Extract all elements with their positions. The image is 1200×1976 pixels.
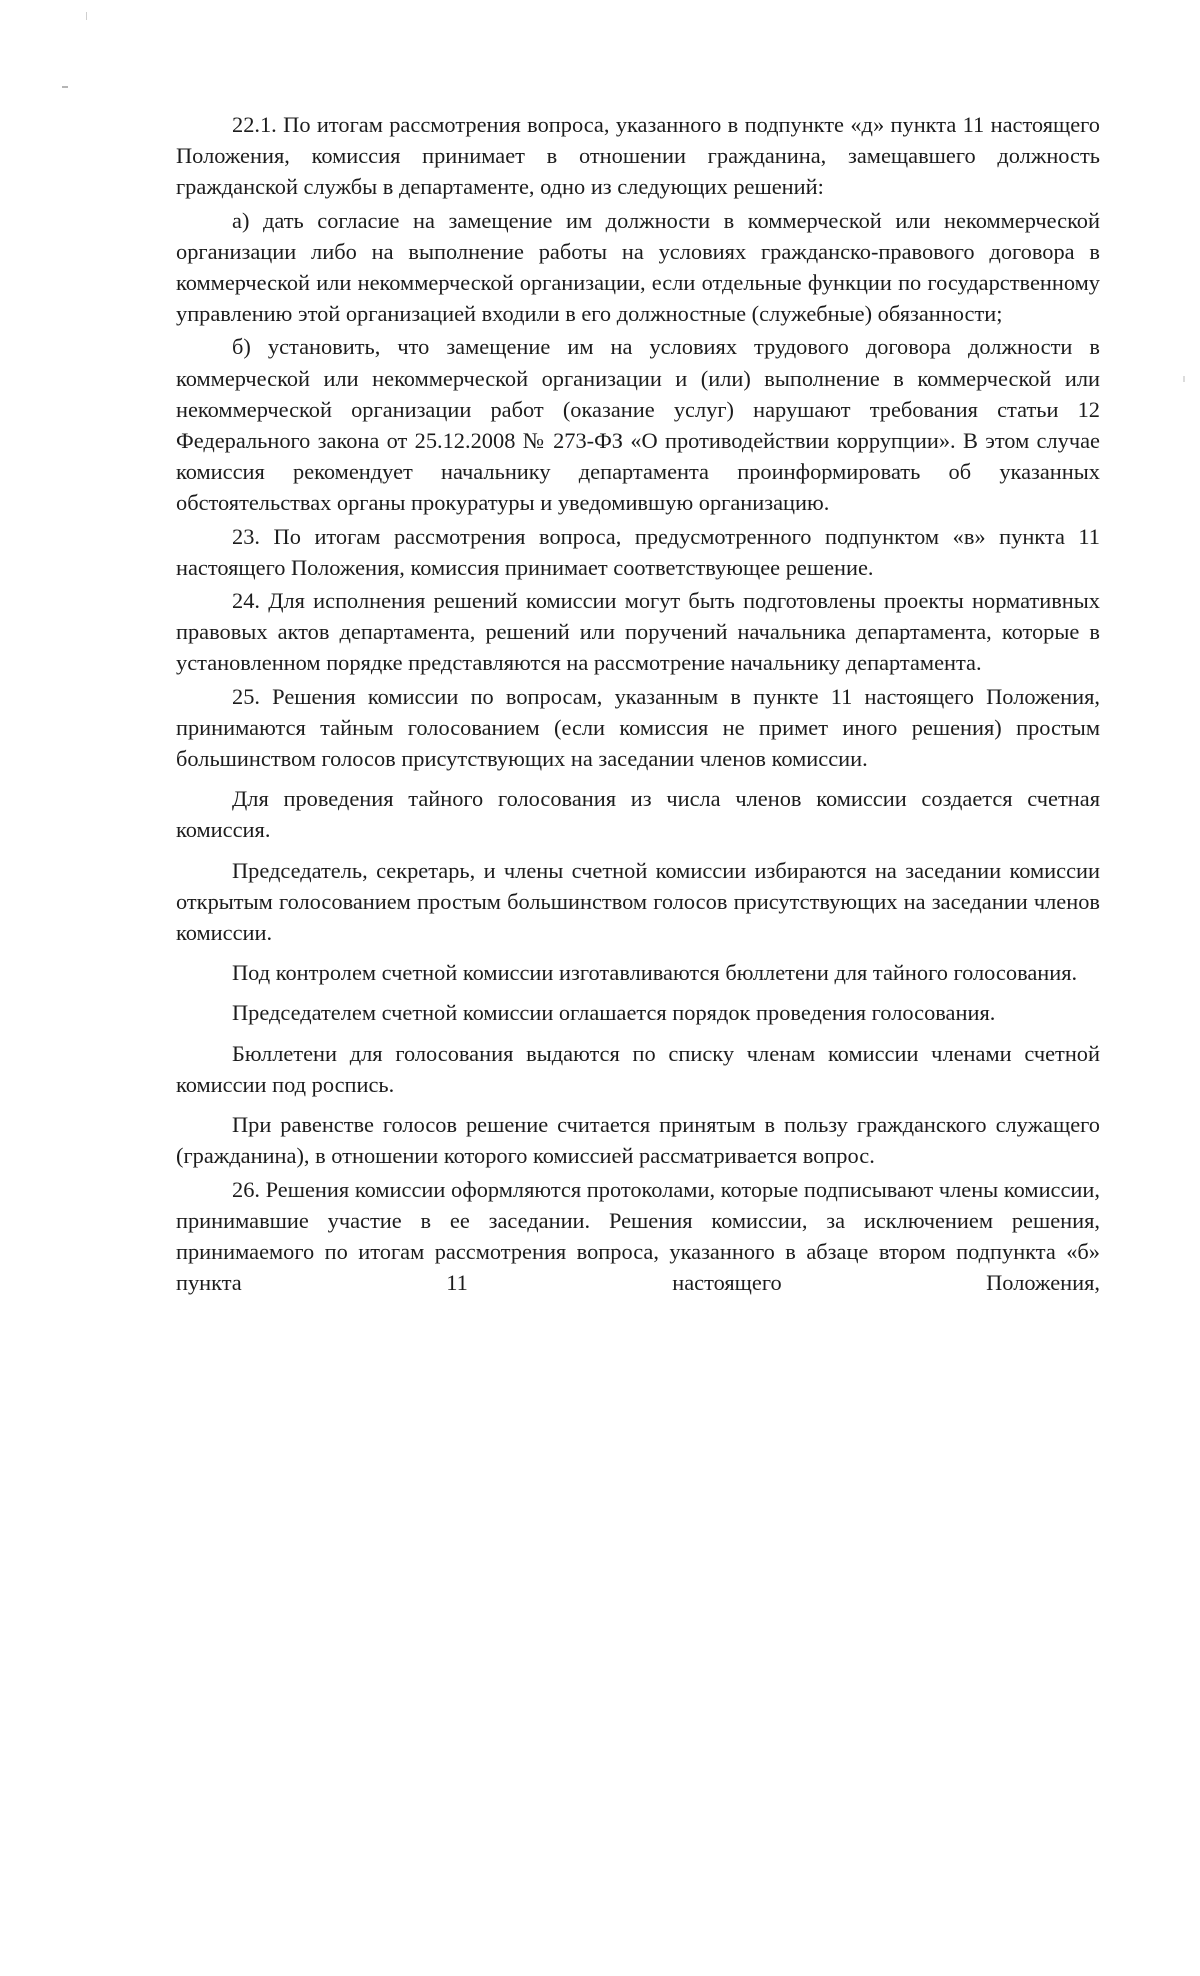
- paragraph-25: 25. Решения комиссии по вопросам, указанным в пункте 11 настоящего Положения, принимаются тайным голосованием (если комиссия не примет иного решения) простым большинством голосов присутствующих на заседании членов комиссии.: [176, 683, 1100, 772]
- paragraph-25-procedure: Председателем счетной комиссии оглашается порядок проведения голосования.: [232, 1000, 996, 1026]
- paragraph-22-1-b: б) установить, что замещение им на условиях трудового договора должности в коммерческой или некоммерческой организации и (или) выполнение в коммерческой или некоммерческой организации работ (оказание услуг) нарушают требования статьи 12 Федерального закона от 25.12.2008 № 273-ФЗ «О противодействии коррупции». В этом случае комиссия рекомендует начальнику департамента проинформировать об указанных обстоятельствах органы прокуратуры и уведомившую организацию.: [176, 334, 1100, 516]
- paragraph-25-issue: Бюллетени для голосования выдаются по списку членам комиссии членами счетной комиссии под роспись.: [176, 1040, 1100, 1097]
- paragraph-25-ballots: Под контролем счетной комиссии изготавливаются бюллетени для тайного голосования.: [232, 960, 1078, 986]
- scan-speck: [1183, 376, 1185, 382]
- paragraph-25-counting-commission: Для проведения тайного голосования из числа членов комиссии создается счетная комиссия.: [176, 786, 1100, 843]
- paragraph-25-tie: При равенстве голосов решение считается принятым в пользу гражданского служащего (гражданина), в отношении которого комиссией рассматривается вопрос.: [176, 1112, 1100, 1169]
- paragraph-26: 26. Решения комиссии оформляются протоколами, которые подписывают члены комиссии, принимавшие участие в ее заседании. Решения комиссии, за исключением решения, принимаемого по итогам рассмотрения вопроса, указанного в абзаце втором подпункта «б» пункта 11 настоящего Положения,: [176, 1176, 1100, 1296]
- paragraph-25-election: Председатель, секретарь, и члены счетной комиссии избираются на заседании комиссии открытым голосованием простым большинством голосов присутствующих на заседании членов комиссии.: [176, 857, 1100, 946]
- scan-speck: [62, 86, 68, 88]
- paragraph-22-1: 22.1. По итогам рассмотрения вопроса, указанного в подпункте «д» пункта 11 настоящего Положения, комиссия принимает в отношении гражданина, замещавшего должность гражданской службы в департаменте, одно из следующих решений:: [176, 112, 1100, 200]
- paragraph-22-1-a: а) дать согласие на замещение им должности в коммерческой или некоммерческой организации либо на выполнение работы на условиях гражданско-правового договора в коммерческой или некоммерческой организации, если отдельные функции по государственному управлению этой организацией входили в его должностные (служебные) обязанности;: [176, 207, 1100, 327]
- paragraph-23: 23. По итогам рассмотрения вопроса, предусмотренного подпунктом «в» пункта 11 настоящего Положения, комиссия принимает соответствующее решение.: [176, 523, 1100, 580]
- scan-speck: [86, 12, 87, 20]
- paragraph-24: 24. Для исполнения решений комиссии могут быть подготовлены проекты нормативных правовых актов департамента, решений или поручений начальника департамента, которые в установленном порядке представляются на рассмотрение начальнику департамента.: [176, 588, 1100, 676]
- document-body: [176, 109, 1100, 1300]
